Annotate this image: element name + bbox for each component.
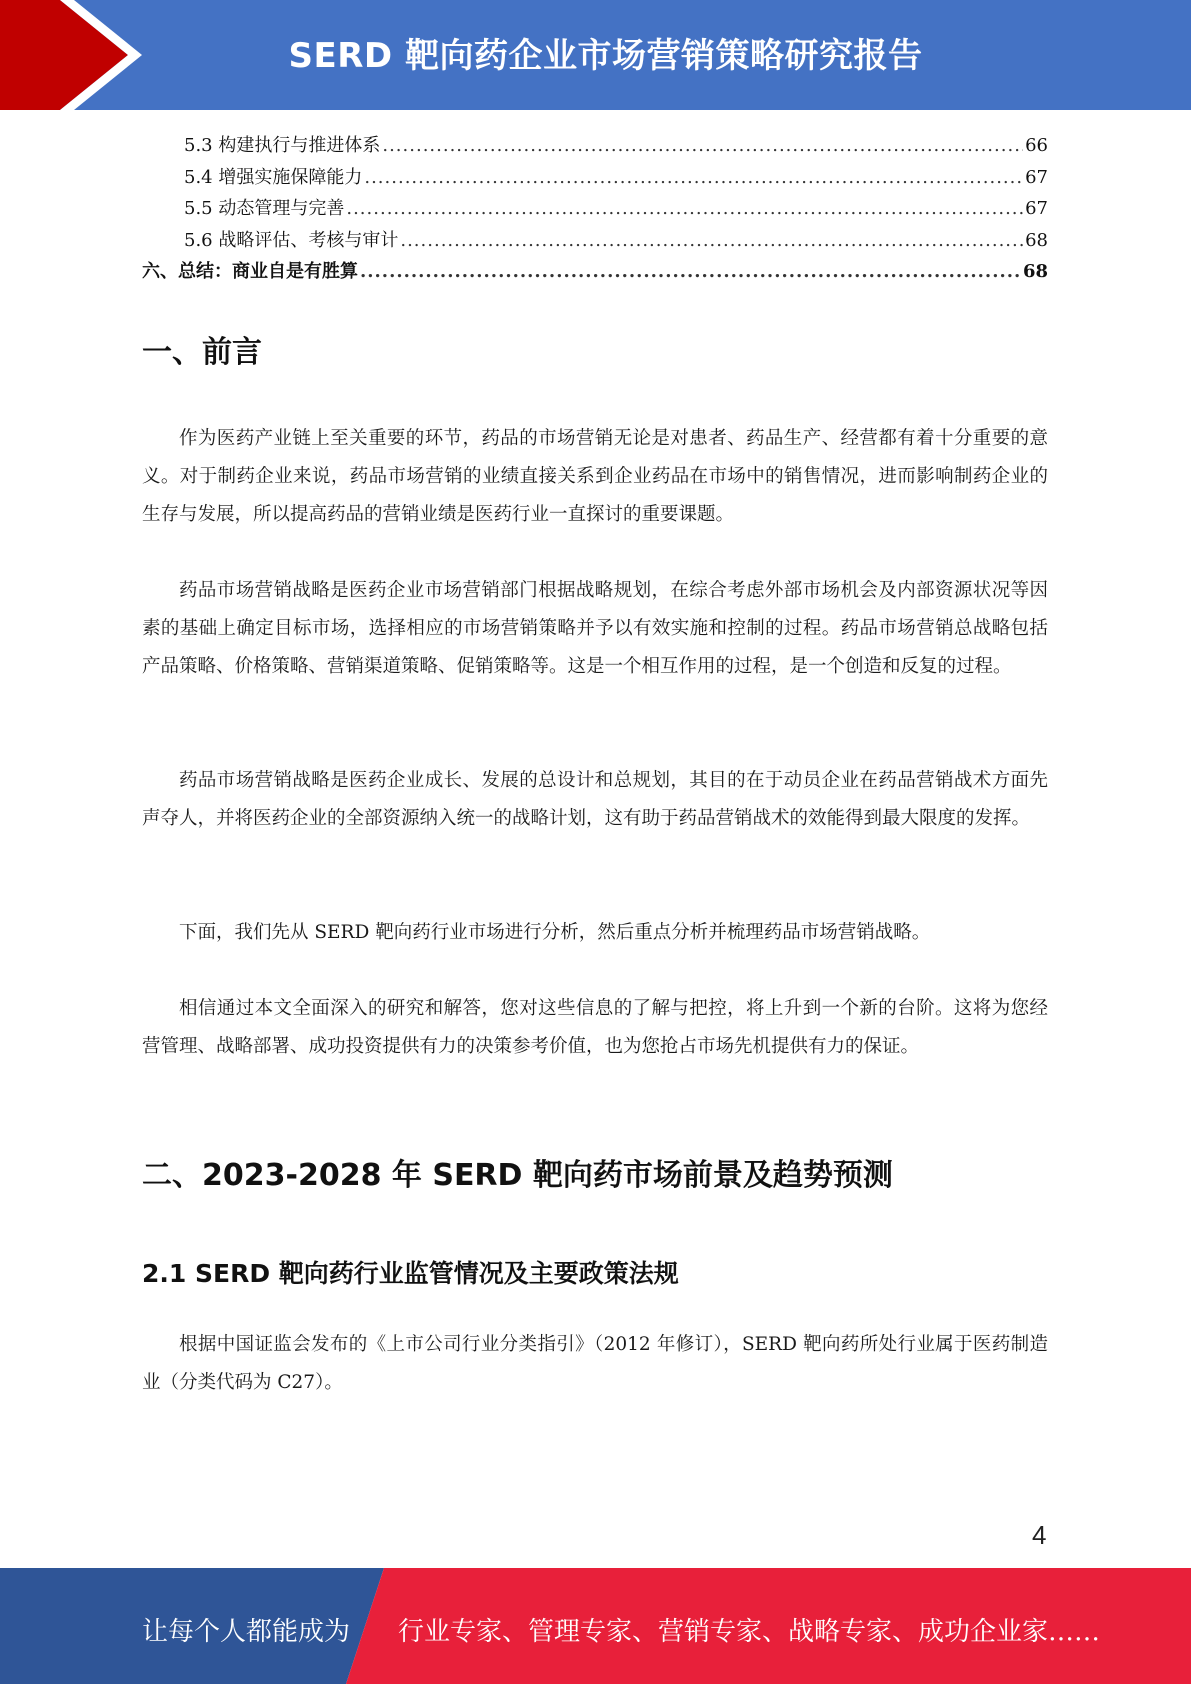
paragraph: 药品市场营销战略是医药企业市场营销部门根据战略规划，在综合考虑外部市场机会及内部资源状况等因素的基础上确定目标市场，选择相应的市场营销策略并予以有效实施和控制的过程。药品市场营销总战略包括产品策略、价格策略、营销渠道策略、促销策略等。这是一个相互作用的过程，是一个创造和反复的过程。 (142, 580, 1048, 677)
toc-entry-label: 5.5 动态管理与完善 (184, 198, 345, 219)
table-of-contents (142, 131, 1048, 289)
toc-dot-leader (382, 135, 1023, 156)
subsection-title-regulation: 2.1 SERD 靶向药行业监管情况及主要政策法规 (142, 1259, 679, 1288)
toc-entry[interactable] (142, 131, 1048, 163)
toc-entry-label: 5.3 构建执行与推进体系 (184, 135, 381, 156)
toc-entry-page: 68 (1022, 261, 1048, 282)
toc-entry-page: 68 (1025, 229, 1048, 251)
section-title-forecast: 二、2023-2028 年 SERD 靶向药市场前景及趋势预测 (142, 1158, 893, 1193)
paragraph: 下面，我们先从 SERD 靶向药行业市场进行分析，然后重点分析并梳理药品市场营销战略。 (179, 922, 931, 943)
toc-entry-label: 5.4 增强实施保障能力 (184, 166, 363, 188)
toc-entry[interactable] (142, 257, 1048, 289)
toc-entry-label: 六、总结：商业自是有胜算 (142, 261, 358, 282)
page-number: 4 (1032, 1520, 1047, 1550)
toc-entry[interactable] (142, 226, 1048, 258)
toc-dot-leader (400, 230, 1023, 251)
paragraph: 根据中国证监会发布的《上市公司行业分类指引》（2012 年修订），SERD 靶向药所处行业属于医药制造业（分类代码为 C27）。 (142, 1334, 1048, 1393)
toc-entry-page: 67 (1025, 166, 1048, 188)
footer-slogan-left: 让每个人都能成为 (142, 1617, 351, 1647)
toc-dot-leader (364, 167, 1023, 188)
toc-entry[interactable] (142, 194, 1048, 226)
paragraph: 相信通过本文全面深入的研究和解答，您对这些信息的了解与把控，将上升到一个新的台阶。这将为您经营管理、战略部署、成功投资提供有力的决策参考价值，也为您抢占市场先机提供有力的保证。 (142, 998, 1048, 1057)
toc-dot-leader (360, 261, 1021, 282)
toc-entry-page: 67 (1025, 198, 1048, 219)
footer-slogan-right: 行业专家、管理专家、营销专家、战略专家、成功企业家…… (398, 1617, 1101, 1647)
footer-banner (0, 1568, 1191, 1684)
toc-entry-label: 5.6 战略评估、考核与审计 (184, 229, 399, 251)
toc-entry[interactable] (142, 163, 1048, 195)
report-title: SERD 靶向药企业市场营销策略研究报告 (288, 36, 923, 76)
toc-entry-page: 66 (1025, 135, 1048, 156)
section-title-preface: 一、前言 (142, 335, 262, 370)
paragraph: 作为医药产业链上至关重要的环节，药品的市场营销无论是对患者、药品生产、经营都有着十分重要的意义。对于制药企业来说，药品市场营销的业绩直接关系到企业药品在市场中的销售情况，进而影响制药企业的生存与发展，所以提高药品的营销业绩是医药行业一直探讨的重要课题。 (142, 428, 1048, 525)
header-banner (0, 0, 1191, 110)
paragraph: 药品市场营销战略是医药企业成长、发展的总设计和总规划，其目的在于动员企业在药品营销战术方面先声夺人，并将医药企业的全部资源纳入统一的战略计划，这有助于药品营销战术的效能得到最大限度的发挥。 (142, 770, 1048, 829)
toc-dot-leader (346, 198, 1023, 219)
